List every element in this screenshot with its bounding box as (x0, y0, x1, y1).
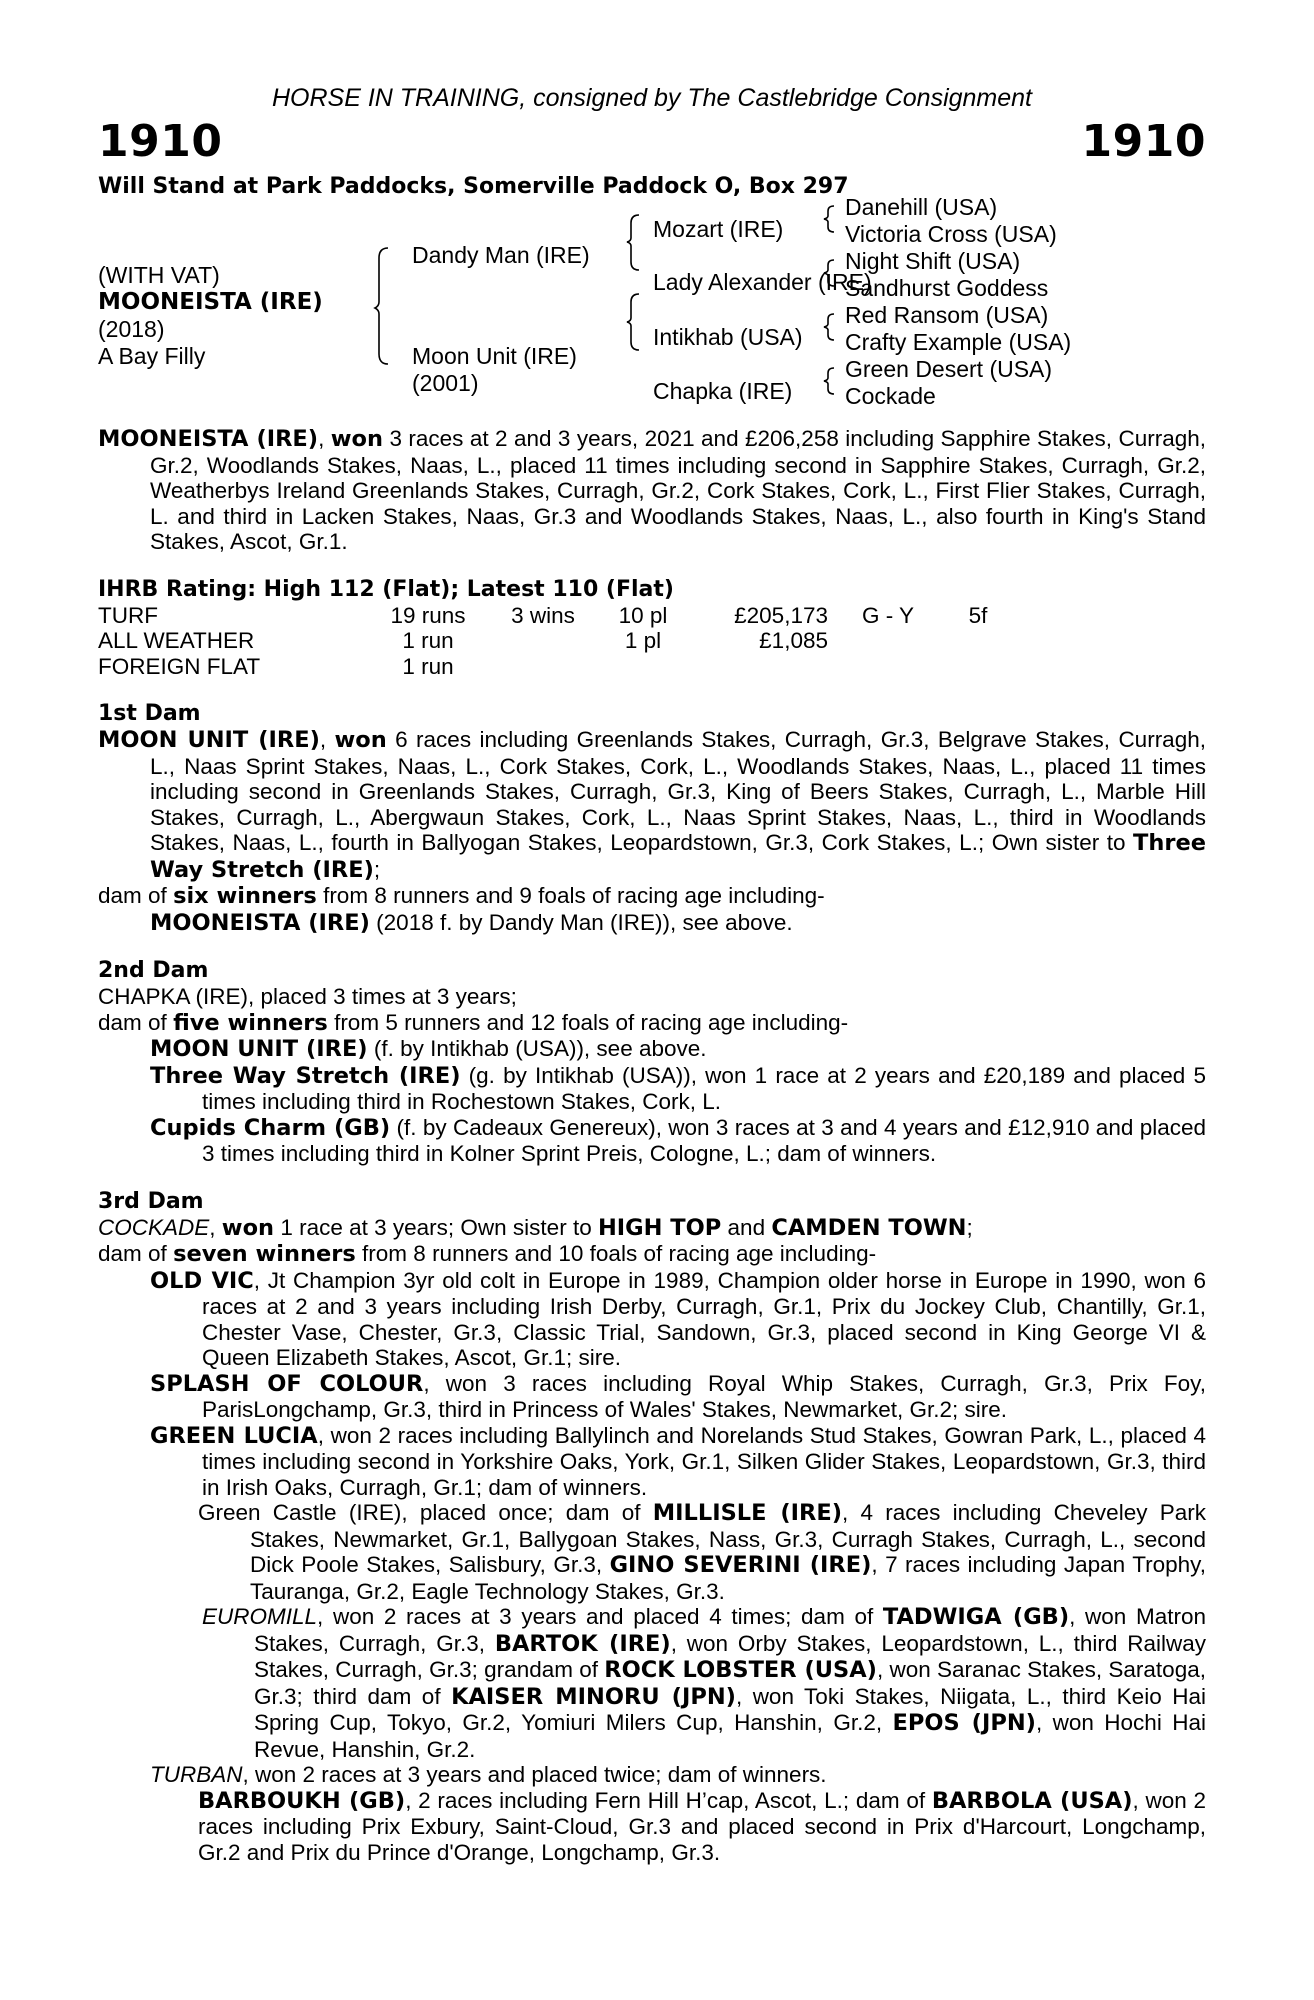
record-row (98, 628, 1008, 654)
ancestor-7: Green Desert (USA) (845, 356, 1053, 382)
kaiser-minoru-text: , won Toki Stakes, Niigata, L., third Keio Hai Spring Cup, Tokyo, Gr.2, Yomiuri Milers Cup, Hanshin, Gr.2, (254, 1683, 1206, 1735)
foaled-year: (2018) (98, 316, 165, 342)
ancestor-8: Cockade (845, 383, 936, 409)
record-wins: 3 wins (511, 602, 575, 628)
barboukh-entry (98, 1788, 1206, 1866)
record-wins (488, 628, 598, 654)
euromill-name: EUROMILL (202, 1604, 318, 1629)
rock-lobster-text: , won Saranac Stakes, Saratoga, Gr.3; third dam of (254, 1657, 1206, 1709)
epos-text: , won Hochi Hai Revue, Hanshin, Gr.2. (254, 1710, 1206, 1762)
horse-name: MOONEISTA (IRE) (98, 289, 323, 315)
dam3-record: COCKADE, won 1 race at 3 years; Own sister to HIGH TOP and CAMDEN TOWN; (98, 1214, 973, 1241)
green-castle-text: Green Castle (IRE), placed once; dam of (198, 1500, 641, 1525)
dam3-progeny-3-text: , won 2 races including Ballylinch and Norelands Stud Stakes, Gowran Park, L., placed 4 times including second in Yorkshire Oaks, York, Gr.1, Silken Glider Stakes, Leopardstown, Gr.3, third in Irish Oaks, Curragh, Gr.1; dam of winners. (202, 1422, 1206, 1500)
ancestor-2: Victoria Cross (USA) (845, 221, 1057, 247)
ancestor-5: Red Ransom (USA) (845, 302, 1049, 328)
record-runs: 1 run (402, 628, 454, 653)
dam-sire: Intikhab (USA) (653, 324, 803, 350)
stabling-line: Will Stand at Park Paddocks, Somerville Paddock O, Box 297 (98, 174, 849, 199)
record-earnings: £205,173 (734, 602, 828, 628)
dam3-damof-count: seven winners (173, 1241, 356, 1267)
record-distance: 5f (968, 602, 988, 628)
dam2-progeny-2 (98, 1063, 1206, 1115)
dam3-progeny-2-text: , won 3 races including Royal Whip Stakes, Curragh, Gr.3, Prix Foy, ParisLongchamp, Gr.3, third in Princess of Wales' Stakes, Newmarket, Gr.2; sire. (202, 1370, 1207, 1422)
dam2-progeny-1-name: MOON UNIT (IRE) (150, 1036, 368, 1062)
record-distance (948, 628, 1008, 654)
dam2-progeny-3-name: Cupids Charm (GB) (150, 1114, 391, 1141)
barboukh-text: , 2 races including Fern Hill H’cap, Ascot, L.; dam of (405, 1787, 926, 1813)
record-row (98, 603, 1008, 629)
racing-summary: MOONEISTA (IRE), won 3 races at 2 and 3 years, 2021 and £206,258 including Sapphire Stakes, Curragh, Gr.2, Woodlands Stakes, Naas, L., placed 11 times including second in Sapphire Stakes, Curragh, Gr.2, Weatherbys Ireland Greenlands Stakes, Curragh, Gr.2, Cork Stakes, Cork, L., First Flier Stakes, Curragh, L. and third in Lacken Stakes, Naas, Gr.3 and Woodlands Stakes, Naas, L., also fourth in King's Stand Stakes, Ascot, Gr.1. (98, 426, 1206, 554)
green-castle-entry (98, 1500, 1206, 1604)
dam2-damof-post: from 5 runners and 12 foals of racing age including- (334, 1009, 849, 1035)
euromill-text: , won 2 races at 3 years and placed 4 times; dam of (317, 1604, 874, 1629)
dam2-progeny-3-text: (f. by Cadeaux Genereux), won 3 races at 3 and 4 years and £12,910 and placed 3 times including third in Kolner Sprint Preis, Cologne, L.; dam of winners. (202, 1114, 1206, 1166)
dam2-progeny-1-text: (f. by Intikhab (USA)), see above. (373, 1036, 707, 1061)
dam3-won: won (221, 1214, 275, 1241)
dam3-damof-post: from 8 runners and 10 foals of racing age including- (362, 1241, 877, 1266)
dam2-heading: 2nd Dam (98, 958, 209, 983)
epos-name: EPOS (JPN) (892, 1710, 1036, 1736)
record-runs: 19 runs (390, 602, 466, 628)
dam1-damof-pre: dam of (98, 883, 167, 908)
lot-number-left: 1910 (98, 116, 223, 167)
racing-summary-text: 3 races at 2 and 3 years, 2021 and £206,258 including Sapphire Stakes, Curragh, Gr.2, Woodlands Stakes, Naas, L., placed 11 times including second in Sapphire Stakes, Curragh, Gr.2, Weatherbys Ireland Greenlands Stakes, Curragh, Gr.2, Cork Stakes, Cork, L., First Flier Stakes, Curragh, L. and third in Lacken Stakes, Naas, Gr.3 and Woodlands Stakes, Naas, L., also fourth in King's Stand Stakes, Ascot, Gr.1. (150, 426, 1206, 554)
gino-severini-text: , 7 races including Japan Trophy, Tauranga, Gr.2, Eagle Technology Stakes, Gr.3. (250, 1552, 1206, 1604)
dam3-progeny-1-text: , Jt Champion 3yr old colt in Europe in 1989, Champion older horse in Europe in 1990, won 6 races at 2 and 3 years including Irish Derby, Curragh, Gr.1, Prix du Jockey Club, Chantilly, Gr.1, Chester Vase, Chester, Gr.3, Classic Trial, Sandown, Gr.3, placed second in King George VI & Queen Elizabeth Stakes, Ascot, Gr.1; sire. (202, 1267, 1206, 1370)
dam-dam: Chapka (IRE) (653, 378, 793, 404)
dam1-damof-post: from 8 runners and 9 foals of racing age including- (323, 883, 825, 908)
record-runs: 1 run (402, 653, 454, 679)
dam2-progeny-1 (98, 1036, 1206, 1063)
ancestor-6: Crafty Example (USA) (845, 329, 1072, 355)
dam1-text: 6 races including Greenlands Stakes, Curragh, Gr.3, Belgrave Stakes, Curragh, L., Naas Sprint Stakes, Naas, L., Cork Stakes, Cork, L., Woodlands Stakes, Naas, L., placed 11 times including second in Greenlands Stakes, Curragh, Gr.3, King of Beers Stakes, Curragh, L., Marble Hill Stakes, Curragh, L., Abergwaun Stakes, Cork, L., Naas Sprint Stakes, Naas, L., third in Woodlands Stakes, Naas, L., fourth in Ballyogan Stakes, Leopardstown, Gr.3, Cork Stakes, L.; Own sister to (150, 727, 1206, 855)
dam1-won: won (334, 727, 387, 753)
record-surface: TURF (98, 602, 158, 628)
record-placed: 10 pl (618, 602, 668, 628)
barboukh-name: BARBOUKH (GB) (198, 1787, 406, 1814)
dam3-produce (98, 1241, 1206, 1268)
tadwiga-name: TADWIGA (GB) (882, 1604, 1070, 1630)
sire: Dandy Man (IRE) (412, 242, 590, 268)
record-going (828, 628, 948, 654)
barbola-text: , won 2 races including Prix Exbury, Saint-Cloud, Gr.3 and placed second in Prix d'Harcourt, Longchamp, Gr.2 and Prix du Prince d'Orange, Longchamp, Gr.3. (198, 1787, 1206, 1865)
catalogue-page (98, 82, 1206, 1865)
dam3-sibling-1: HIGH TOP (597, 1214, 722, 1241)
sire-sire: Mozart (IRE) (653, 216, 784, 242)
dam3-text: 1 race at 3 years; Own sister to (280, 1214, 592, 1240)
racing-horse-name: MOONEISTA (IRE) (98, 426, 319, 452)
dam3-progeny-1 (98, 1268, 1206, 1371)
record-surface: ALL WEATHER (98, 628, 255, 653)
record-surface: FOREIGN FLAT (98, 653, 261, 679)
millisle-text: , 4 races including Cheveley Park Stakes, Newmarket, Gr.1, Ballygoan Stakes, Nass, Gr.3, Curragh Stakes, Curragh, L., second Dick Poole Stakes, Salisbury, Gr.3, (250, 1500, 1206, 1577)
rating-heading: IHRB Rating: High 112 (Flat); Latest 110 (Flat) (98, 576, 674, 602)
horse-description: A Bay Filly (98, 343, 206, 369)
lot-number-right: 1910 (1081, 116, 1206, 167)
dam1-progeny-1 (98, 910, 1206, 937)
vat-note: (WITH VAT) (98, 262, 220, 288)
dam3-damof-pre: dam of (98, 1241, 167, 1266)
ancestor-4: Sandhurst Goddess (845, 275, 1049, 301)
record-placed (598, 654, 688, 680)
dam1-sister: Three Way Stretch (IRE) (150, 830, 1206, 883)
dam3-and: and (727, 1214, 766, 1240)
ancestor-3: Night Shift (USA) (845, 248, 1021, 274)
record-placed: 1 pl (624, 628, 662, 653)
dam3-progeny-3 (98, 1423, 1206, 1501)
ancestor-1: Danehill (USA) (845, 194, 998, 220)
tadwiga-text: , won Matron Stakes, Curragh, Gr.3, (254, 1604, 1207, 1656)
dam1-heading: 1st Dam (98, 701, 201, 726)
turban-entry (98, 1762, 1206, 1788)
dam3-heading: 3rd Dam (98, 1188, 204, 1214)
dam2-record: CHAPKA (IRE), placed 3 times at 3 years; (98, 984, 517, 1009)
barbola-name: BARBOLA (USA) (931, 1787, 1133, 1814)
bartok-name: BARTOK (IRE) (494, 1630, 671, 1657)
record-earnings: £1,085 (759, 628, 828, 653)
dam1-record: MOON UNIT (IRE), won 6 races including Greenlands Stakes, Curragh, Gr.3, Belgrave Stakes, Curragh, L., Naas Sprint Stakes, Naas, L., Cork Stakes, Cork, L., Woodlands Stakes, Naas, L., placed 11 times including second in Greenlands Stakes, Curragh, Gr.3, King of Beers Stakes, Curragh, L., Marble Hill Stakes, Curragh, L., Abergwaun Stakes, Cork, L., Naas Sprint Stakes, Naas, L., third in Woodlands Stakes, Naas, L., fourth in Ballyogan Stakes, Leopardstown, Gr.3, Cork Stakes, L.; Own sister to Three Way Stretch (IRE); (98, 727, 1206, 883)
record-wins (488, 654, 598, 680)
dam3-progeny-1-name: OLD VIC (150, 1267, 254, 1294)
bartok-text: , won Orby Stakes, Leopardstown, L., third Railway Stakes, Curragh, Gr.3; grandam of (254, 1630, 1206, 1682)
dam1-produce (98, 883, 1206, 910)
dam2-damof-count: five winners (173, 1009, 328, 1036)
dam1-name: MOON UNIT (IRE) (98, 727, 320, 753)
record-row (98, 654, 1008, 680)
dam2-progeny-3 (98, 1115, 1206, 1167)
consignment-line: HORSE IN TRAINING, consigned by The Castlebridge Consignment (271, 84, 1033, 112)
dam3-progeny-2 (98, 1371, 1206, 1423)
dam2-progeny-2-name: Three Way Stretch (IRE) (150, 1062, 461, 1089)
millisle-name: MILLISLE (IRE) (652, 1500, 842, 1526)
euromill-entry (98, 1604, 1206, 1762)
record-going (828, 654, 948, 680)
dam: Moon Unit (IRE) (412, 343, 577, 369)
dam1-progeny-1-text: (2018 f. by Dandy Man (IRE)), see above. (376, 909, 793, 935)
gino-severini-name: GINO SEVERINI (IRE) (609, 1552, 872, 1578)
turban-name: TURBAN (150, 1762, 243, 1787)
turban-text: , won 2 races at 3 years and placed twice; dam of winners. (242, 1762, 827, 1787)
record-going: G - Y (861, 602, 915, 628)
record-distance (948, 654, 1008, 680)
kaiser-minoru-name: KAISER MINORU (JPN) (451, 1683, 736, 1710)
dam1-damof-count: six winners (173, 883, 317, 909)
dam-year: (2001) (412, 370, 479, 396)
dam2-progeny-2-text: (g. by Intikhab (USA)), won 1 race at 2 years and £20,189 and placed 5 times including third in Rochestown Stakes, Cork, L. (202, 1062, 1206, 1114)
racing-won: won (330, 426, 384, 452)
dam2-damof-pre: dam of (98, 1009, 167, 1035)
lot-number-row (98, 114, 1206, 170)
dam1-progeny-1-name: MOONEISTA (IRE) (150, 909, 370, 936)
rock-lobster-name: ROCK LOBSTER (USA) (604, 1657, 877, 1683)
dam3-name: COCKADE (98, 1214, 210, 1240)
dam3-progeny-2-name: SPLASH OF COLOUR (150, 1370, 424, 1397)
dam2-produce (98, 1010, 1206, 1037)
dam3-sibling-2: CAMDEN TOWN (771, 1214, 967, 1241)
race-record-table (98, 603, 1008, 680)
record-earnings (688, 654, 828, 680)
dam3-progeny-3-name: GREEN LUCIA (150, 1422, 318, 1449)
sire-dam: Lady Alexander (IRE) (653, 269, 872, 295)
pedigree-table (98, 194, 1206, 412)
